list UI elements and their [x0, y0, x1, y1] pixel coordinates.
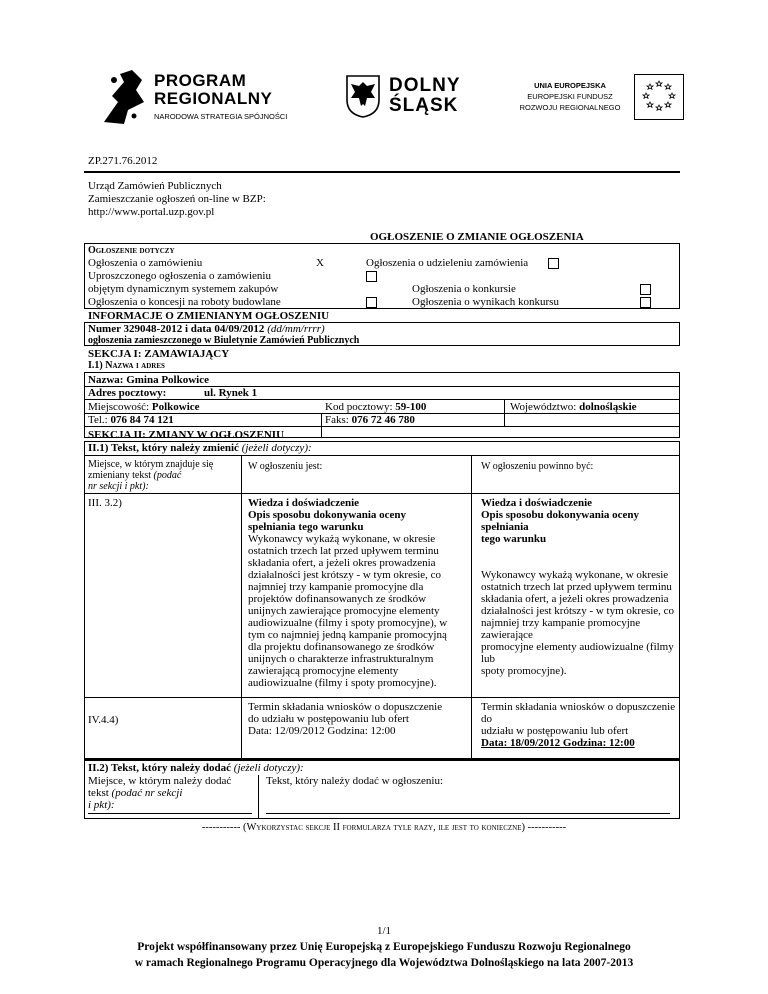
row1-jest-b1: Wiedza i doświadczenie: [248, 497, 360, 509]
data-format: (dd/mm/rrrr): [267, 323, 325, 335]
adres-label: Adres pocztowy:: [88, 387, 167, 399]
footer-line1: Projekt współfinansowany przez Unię Europejską z Europejskiego Funduszu Rozwoju Regionalnego: [137, 941, 631, 953]
s1-line-b: [84, 399, 680, 400]
info-line1: [88, 323, 325, 335]
program-logo-icon: [98, 62, 150, 130]
office-line2: Zamieszczanie ogłoszeń on-line w BZP:: [88, 193, 266, 205]
dashes-note: [0, 822, 768, 834]
dotyczy-mark-x: X: [316, 257, 324, 269]
s2-line-c: [84, 697, 680, 698]
faks-value: 076 72 46 780: [351, 414, 415, 426]
row1-jest-t1: ostatnich trzech lat przed upływem terminu: [248, 545, 439, 557]
eagle-crest-icon: [345, 74, 381, 118]
dolny-line1: DOLNY: [389, 75, 461, 96]
row1-ma-gap: [481, 545, 679, 569]
row1-jest-t2: składania ofert, a jeżeli okres prowadzenia: [248, 557, 436, 569]
sub1: [88, 442, 312, 454]
reference-number: ZP.271.76.2012: [88, 155, 158, 167]
dotyczy-left-2: Uproszczonego ogłoszenia o zamówieniu: [88, 270, 271, 282]
row1-ma: [481, 497, 679, 677]
dolny-line2: ŚLĄSK: [389, 95, 459, 116]
add-col2: Tekst, który należy dodać w ogłoszeniu:: [266, 775, 444, 787]
col1-c: nr sekcji i pkt):: [88, 481, 149, 492]
eu-flag-icon: [634, 74, 684, 120]
row2-jest-1: do udziału w postępowaniu lub ofert: [248, 713, 409, 725]
miejsc-value: Polkowice: [151, 401, 200, 413]
dotyczy-right-2: Ogłoszenia o konkursie: [412, 283, 516, 295]
s1-vline-a: [321, 413, 322, 438]
checkbox-konkurs[interactable]: [640, 284, 651, 295]
info-line2: ogłoszenia zamieszczonego w Biuletynie Zamówień Publicznych: [88, 335, 360, 346]
eu-line2: EUROPEJSKI FUNDUSZ: [527, 92, 613, 101]
woj-label: Województwo:: [510, 401, 577, 413]
page-number: 1/1: [376, 925, 392, 937]
row1-ma-t2: składania ofert, a jeżeli okres prowadzenia: [481, 593, 669, 605]
add-col1-a: Miejsce, w którym należy dodać: [88, 775, 232, 787]
row1-jest-t7: audiowizualne (filmy i spoty promocyjne), w: [248, 617, 448, 629]
s1-vline-c: [504, 399, 505, 413]
col2-header: W ogłoszeniu jest:: [248, 461, 323, 472]
row1-jest-t4: najmniej trzy kampanie promocyjne dla: [248, 581, 424, 593]
checkbox-wyniki-konkursu[interactable]: [640, 297, 651, 308]
dolny-slask-text: [389, 76, 461, 116]
s2-line-b: [84, 493, 680, 494]
eu-logo: [514, 74, 684, 124]
sub2-italic: (jeżeli dotyczy):: [233, 762, 304, 774]
add-col2-line[interactable]: [266, 813, 670, 814]
numer-label: Numer: [88, 323, 121, 335]
row1-jest-b3: spełniania tego warunku: [248, 521, 364, 533]
checkbox-koncesja[interactable]: [366, 297, 377, 308]
add-col1-b-text: tekst: [88, 787, 109, 799]
faks-label: Faks:: [325, 414, 349, 426]
col1-b-text: zmieniany tekst: [88, 470, 152, 481]
program-logo-line1: PROGRAM: [154, 71, 247, 90]
row1-jest-t12: audiowizualne (filmy i spoty promocyjne).: [248, 677, 437, 689]
data-label: i data: [184, 323, 212, 335]
row1-ma-t6: spoty promocyjne).: [481, 665, 567, 677]
row2-ma-1: udziału w postępowaniu lub ofert: [481, 725, 629, 737]
row1-place: III. 3.2): [88, 497, 122, 509]
dotyczy-right-3: Ogłoszenia o wynikach konkursu: [412, 296, 559, 308]
row1-jest-t6: unijnych zawierające promocyjne elementy: [248, 605, 440, 617]
row1-jest: [248, 497, 470, 689]
dolny-slask-logo: [345, 74, 495, 124]
s1-line-a: [84, 386, 680, 387]
header-divider: [84, 171, 680, 173]
add-col1-b-italic: (podać nr sekcji: [111, 787, 183, 799]
col3-header: W ogłoszeniu powinno być:: [481, 461, 594, 472]
nazwa-value: Gmina Polkowice: [126, 374, 209, 386]
col1-a: Miejsce, w którym znajduje się: [88, 459, 214, 470]
s1-vline-b: [504, 413, 505, 426]
add-col1-b: [88, 787, 258, 799]
dotyczy-left-3: objętym dynamicznym systemem zakupów: [88, 283, 279, 295]
row1-ma-t3: działalności jest krótszy - w tym okresie, co: [481, 605, 675, 617]
kod-label: Kod pocztowy:: [325, 401, 393, 413]
eu-logo-text: [514, 80, 626, 113]
sub2-bold: II.2) Tekst, który należy dodać: [88, 762, 232, 774]
program-logo-line3: NARODOWA STRATEGIA SPÓJNOŚCI: [154, 112, 288, 121]
data-value: 04/09/2012: [214, 323, 265, 335]
office-line1: Urząd Zamówień Publicznych: [88, 180, 222, 192]
faks-row: [325, 414, 415, 426]
dashes-text: ----------- (Wykorzystac sekcje II formularza tyle razy, ile jest to konieczne) -----------: [201, 822, 567, 833]
woj-value: dolnośląskie: [579, 401, 637, 413]
row1-jest-t5: projektów dofinansowanych ze środków: [248, 593, 427, 605]
kod-row: [325, 401, 426, 413]
row1-ma-b2: Opis sposobu dokonywania oceny spełniania: [481, 509, 640, 533]
row1-ma-t5: promocyjne elementy audiowizualne (filmy lub: [481, 641, 674, 665]
add-col1-c: i pkt):: [88, 799, 115, 811]
program-logo-text: [154, 72, 272, 108]
sekcja2-heading: SEKCJA II: ZMIANY W OGŁOSZENIU: [88, 429, 285, 441]
col1-b: [88, 470, 238, 481]
adres-value: ul. Rynek 1: [204, 387, 258, 399]
s2-line-d: [84, 759, 680, 761]
miejsc-label: Miejscowość:: [88, 401, 150, 413]
s2-vline-b: [471, 455, 472, 759]
row1-jest-t10: unijnych o charakterze infrastrukturalnym: [248, 653, 434, 665]
row1-ma-b3: tego warunku: [481, 533, 547, 545]
dotyczy-left-4: Ogłoszenia o koncesji na roboty budowlane: [88, 296, 281, 308]
nazwa-row: [88, 374, 209, 386]
info-heading: INFORMACJE O ZMIENIANYM OGŁOSZENIU: [88, 310, 330, 322]
row2-jest: [248, 701, 470, 737]
checkbox-uproszczone[interactable]: [366, 271, 377, 282]
row1-jest-t0: Wykonawcy wykażą wykonane, w okresie: [248, 533, 436, 545]
eu-line1: UNIA EUROPEJSKA: [534, 81, 606, 90]
row2-ma-0: Termin składania wniosków o dopuszczenie do: [481, 701, 676, 725]
s2-line-a: [84, 455, 680, 456]
row1-ma-t4: najmniej trzy kampanie promocyjne zawierające: [481, 617, 641, 641]
row1-ma-b1: Wiedza i doświadczenie: [481, 497, 593, 509]
row2-ma: [481, 701, 679, 749]
tel-label: Tel.:: [88, 414, 108, 426]
eu-line3: ROZWOJU REGIONALNEGO: [519, 103, 621, 112]
tel-row: [88, 414, 174, 426]
row1-jest-b2: Opis sposobu dokonywania oceny: [248, 509, 407, 521]
footer-line2: w ramach Regionalnego Programu Operacyjnego dla Województwa Dolnośląskiego na lata 2007-2013: [134, 957, 634, 969]
row1-jest-t11: zawierającą promocyjne elementy: [248, 665, 399, 677]
page-title: OGŁOSZENIE O ZMIANIE OGŁOSZENIA: [370, 231, 584, 243]
kod-value: 59-100: [395, 401, 427, 413]
s1-line-d: [84, 426, 680, 427]
office-url: http://www.portal.uzp.gov.pl: [88, 206, 215, 218]
checkbox-udzielenie[interactable]: [548, 258, 559, 269]
dotyczy-left-1: Ogłoszenia o zamówieniu: [88, 257, 203, 269]
add-col1: [88, 775, 258, 811]
program-regionalny-logo: [98, 62, 298, 132]
sekcja1-heading: SEKCJA I: ZAMAWIAJĄCY: [88, 348, 230, 360]
row1-jest-t8: tym co najmniej jedną kampanie promocyjną: [248, 629, 447, 641]
col1-header: [88, 459, 238, 492]
row1-jest-t3: działalności jest krótszy - w tym okresie, co: [248, 569, 442, 581]
s2-vline-add: [258, 775, 259, 819]
row2-jest-0: Termin składania wniosków o dopuszczenie: [248, 701, 443, 713]
row2-ma-date: Data: 18/09/2012 Godzina: 12:00: [481, 737, 635, 749]
add-col1-line[interactable]: [88, 813, 252, 814]
row1-ma-t0: Wykonawcy wykażą wykonane, w okresie: [481, 569, 669, 581]
program-logo-line2: REGIONALNY: [154, 89, 273, 108]
numer-value: 329048-2012: [123, 323, 183, 335]
sub2: [88, 762, 304, 774]
col1-b-italic: (podać: [153, 470, 182, 481]
row1-jest-t9: dla projektu dofinansowanego ze środków: [248, 641, 435, 653]
sekcja1-sub: I.1) Nazwa i adres: [88, 360, 165, 371]
s2-vline-a: [241, 455, 242, 759]
row2-place: IV.4.4): [88, 714, 119, 726]
tel-value: 076 84 74 121: [110, 414, 174, 426]
sub1-bold: II.1) Tekst, który należy zmienić: [88, 442, 239, 454]
sub1-italic: (jeżeli dotyczy):: [241, 442, 312, 454]
dotyczy-right-1: Ogłoszenia o udzieleniu zamówienia: [366, 257, 529, 269]
dotyczy-heading: Ogłoszenie dotyczy: [88, 245, 175, 256]
row2-jest-2: Data: 12/09/2012 Godzina: 12:00: [248, 725, 396, 737]
row1-ma-t1: ostatnich trzech lat przed upływem terminu: [481, 581, 672, 593]
nazwa-label: Nazwa:: [88, 374, 124, 386]
miejsc-row: [88, 401, 200, 413]
woj-row: [510, 401, 637, 413]
